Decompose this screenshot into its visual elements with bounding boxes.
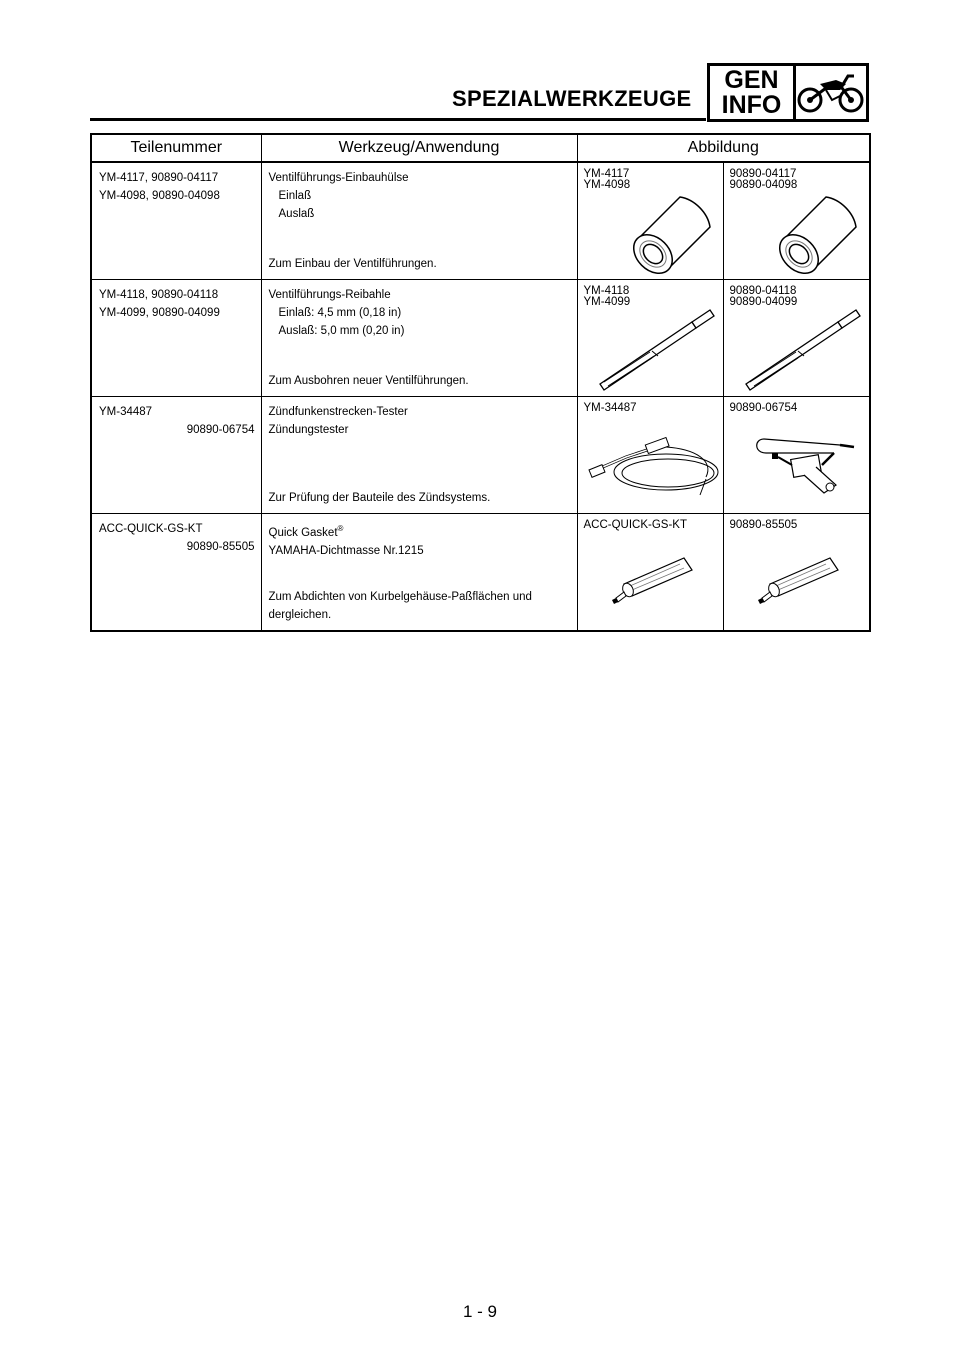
valve-guide-installer-illustration — [628, 187, 720, 275]
part-number: YM-4117, 90890-04117 — [99, 172, 219, 184]
tool-name: Zündfunkenstrecken-Tester — [268, 406, 408, 418]
illustration-label: 90890-04118 — [729, 285, 797, 297]
illustration-label: 90890-04098 — [729, 179, 798, 191]
valve-guide-installer-illustration — [774, 187, 866, 275]
illustration-label: YM-34487 — [583, 402, 637, 414]
table-row — [91, 162, 870, 280]
valve-guide-reamer-illustration — [738, 304, 866, 392]
tool-cell — [261, 397, 577, 514]
illustration-cell-right — [723, 162, 870, 280]
illustration-label: YM-4118 — [583, 285, 630, 297]
illustration-cell-left — [577, 162, 723, 280]
illustration-cell-right — [723, 514, 870, 632]
part-number: ACC-QUICK-GS-KT — [99, 523, 203, 535]
part-number: 90890-85505 — [186, 541, 255, 553]
badge-text — [710, 66, 796, 119]
tool-name: Ventilführungs-Reibahle — [268, 289, 391, 301]
part-number-cell — [91, 280, 261, 397]
part-number: YM-4099, 90890-04099 — [99, 307, 220, 319]
tool-cell — [261, 162, 577, 280]
illustration-label: YM-4098 — [583, 179, 631, 191]
illustration-cell-left — [577, 397, 723, 514]
ignition-tester-illustration — [744, 419, 868, 507]
page-number: 1 - 9 — [462, 1302, 498, 1321]
part-number: YM-4118, 90890-04118 — [99, 289, 219, 301]
part-number-cell — [91, 514, 261, 632]
table-header-row — [91, 134, 870, 162]
spark-gap-tester-illustration — [586, 427, 722, 507]
tool-cell — [261, 280, 577, 397]
illustration-cell-left — [577, 514, 723, 632]
illustration-label: 90890-04117 — [729, 168, 797, 180]
page-title: SPEZIALWERKZEUGE — [452, 86, 692, 111]
illustration-label: YM-4117 — [583, 168, 630, 180]
tool-sub: YAMAHA-Dichtmasse Nr.1215 — [268, 544, 424, 557]
tool-name: Ventilführungs-Einbauhülse — [268, 172, 409, 184]
tool-usage: Zur Prüfung der Bauteile des Zündsystems. — [268, 492, 491, 504]
header-illustration: Abbildung — [577, 134, 870, 162]
header-tool-usage: Werkzeug/Anwendung — [261, 134, 577, 162]
illustration-label: ACC-QUICK-GS-KT — [583, 519, 687, 531]
badge-line-1: GEN — [724, 65, 779, 94]
registered-mark: ® — [337, 524, 344, 533]
header-part-number: Teilenummer — [91, 134, 261, 162]
tool-cell — [261, 514, 577, 632]
part-number-cell — [91, 162, 261, 280]
special-tools-table — [90, 133, 871, 632]
table-row — [91, 514, 870, 632]
tool-name-text: Quick Gasket — [268, 526, 338, 539]
tool-sub: Zündungstester — [268, 424, 349, 436]
sealant-tube-illustration — [752, 548, 852, 608]
tool-sub: Auslaß — [278, 208, 315, 220]
tool-usage: Zum Einbau der Ventilführungen. — [268, 258, 437, 270]
header-rule — [90, 118, 706, 121]
part-number-cell — [91, 397, 261, 514]
illustration-label: 90890-04099 — [729, 296, 798, 308]
illustration-label: YM-4099 — [583, 296, 631, 308]
part-number: YM-34487 — [99, 406, 153, 418]
part-number: 90890-06754 — [186, 424, 255, 436]
motorcycle-icon — [796, 66, 866, 119]
illustration-cell-left — [577, 280, 723, 397]
tool-name — [269, 520, 577, 542]
valve-guide-reamer-illustration — [592, 304, 720, 392]
tool-usage: Zum Abdichten von Kurbelgehäuse-Paßflächen und dergleichen. — [268, 591, 532, 621]
gen-info-badge — [707, 63, 869, 122]
table-row — [91, 397, 870, 514]
illustration-label: 90890-06754 — [729, 402, 798, 414]
illustration-cell-right — [723, 397, 870, 514]
illustration-cell-right — [723, 280, 870, 397]
illustration-label: 90890-85505 — [729, 519, 798, 531]
tool-sub: Einlaß: 4,5 mm (0,18 in) — [278, 307, 402, 319]
tool-usage: Zum Ausbohren neuer Ventilführungen. — [268, 375, 469, 387]
tool-sub: Einlaß — [278, 190, 312, 202]
part-number: YM-4098, 90890-04098 — [99, 190, 220, 202]
tool-sub: Auslaß: 5,0 mm (0,20 in) — [278, 325, 405, 337]
sealant-tube-illustration — [606, 548, 706, 608]
table-row — [91, 280, 870, 397]
badge-line-2: INFO — [721, 90, 782, 119]
